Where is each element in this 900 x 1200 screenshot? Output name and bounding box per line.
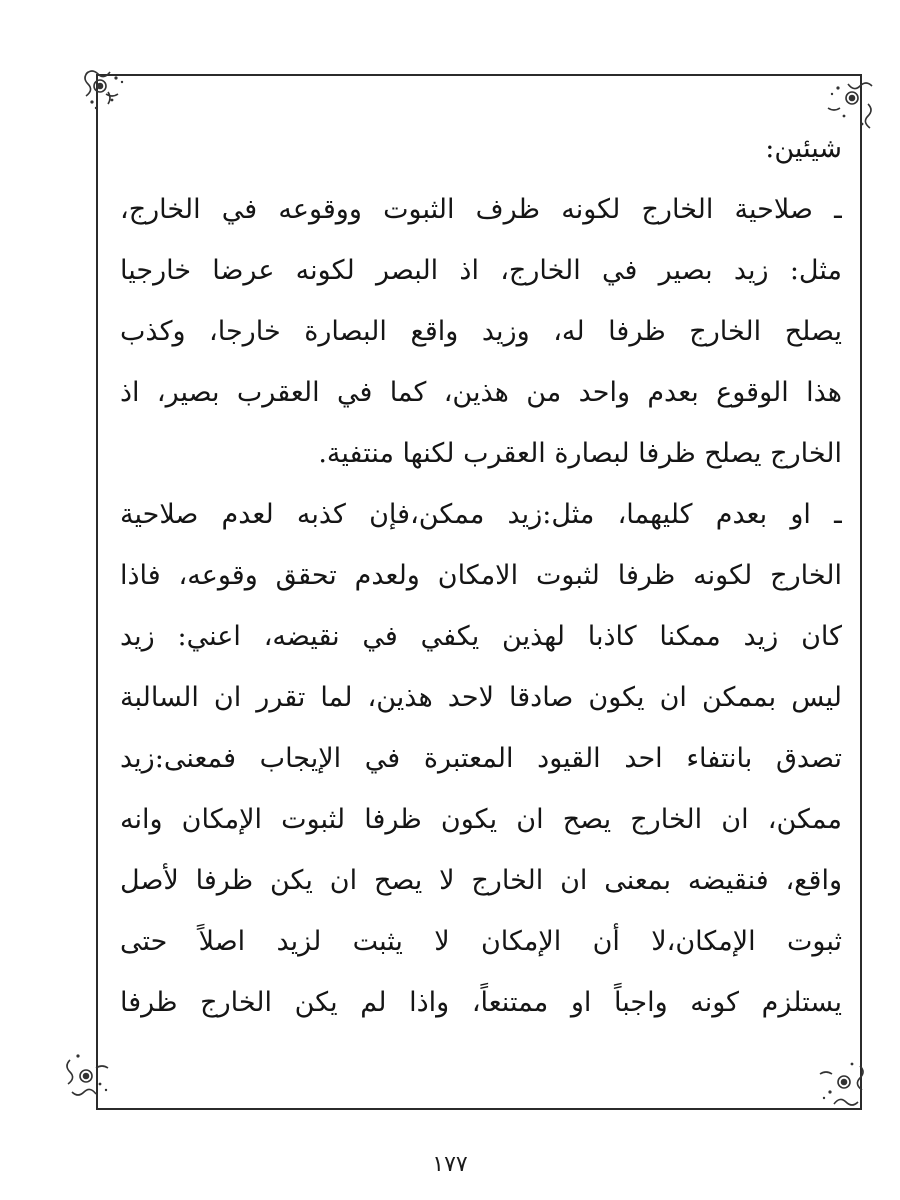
floral-corner-icon: [78, 64, 138, 124]
text-line: ثبوت الإمكان،لا أن الإمكان لا يثبت لزيد اصلاً حتى: [120, 926, 842, 957]
text-line: ـ صلاحية الخارج لكونه ظرف الثبوت ووقوعه في الخارج،: [120, 194, 842, 225]
floral-corner-icon: [60, 1040, 120, 1100]
text-line: مثل: زيد بصير في الخارج، اذ البصر لكونه عرضا خارجيا: [120, 255, 842, 286]
text-line: هذا الوقوع بعدم واحد من هذين، كما في العقرب بصير، اذ: [120, 377, 842, 408]
text-line: الخارج يصلح ظرفا لبصارة العقرب لكنها منتفية.: [318, 438, 842, 469]
text-line: واقع، فنقيضه بمعنى ان الخارج لا يصح ان يكن ظرفا لأصل: [120, 865, 842, 896]
text-line: ممكن، ان الخارج يصح ان يكون ظرفا لثبوت الإمكان وانه: [120, 804, 842, 835]
text-line: كان زيد ممكنا كاذبا لهذين يكفي في نقيضه، اعني: زيد: [120, 621, 842, 652]
page-number: ١٧٧: [432, 1152, 468, 1177]
floral-corner-icon: [810, 1052, 870, 1112]
text-line: يصلح الخارج ظرفا له، وزيد واقع البصارة خارجا، وكذب: [120, 316, 842, 347]
text-line: تصدق بانتفاء احد القيود المعتبرة في الإيجاب فمعنى:زيد: [120, 743, 842, 774]
text-line: شيئين:: [765, 133, 842, 164]
text-line: الخارج لكونه ظرفا لثبوت الامكان ولعدم تحقق وقوعه، فاذا: [120, 560, 842, 591]
text-line: ليس بممكن ان يكون صادقا لاحد هذين، لما تقرر ان السالبة: [120, 682, 842, 713]
document-body: [120, 118, 842, 1033]
text-line: يستلزم كونه واجباً او ممتنعاً، واذا لم يكن الخارج ظرفا: [120, 987, 842, 1018]
text-line: ـ او بعدم كليهما، مثل:زيد ممكن،فإن كذبه لعدم صلاحية: [120, 499, 842, 530]
